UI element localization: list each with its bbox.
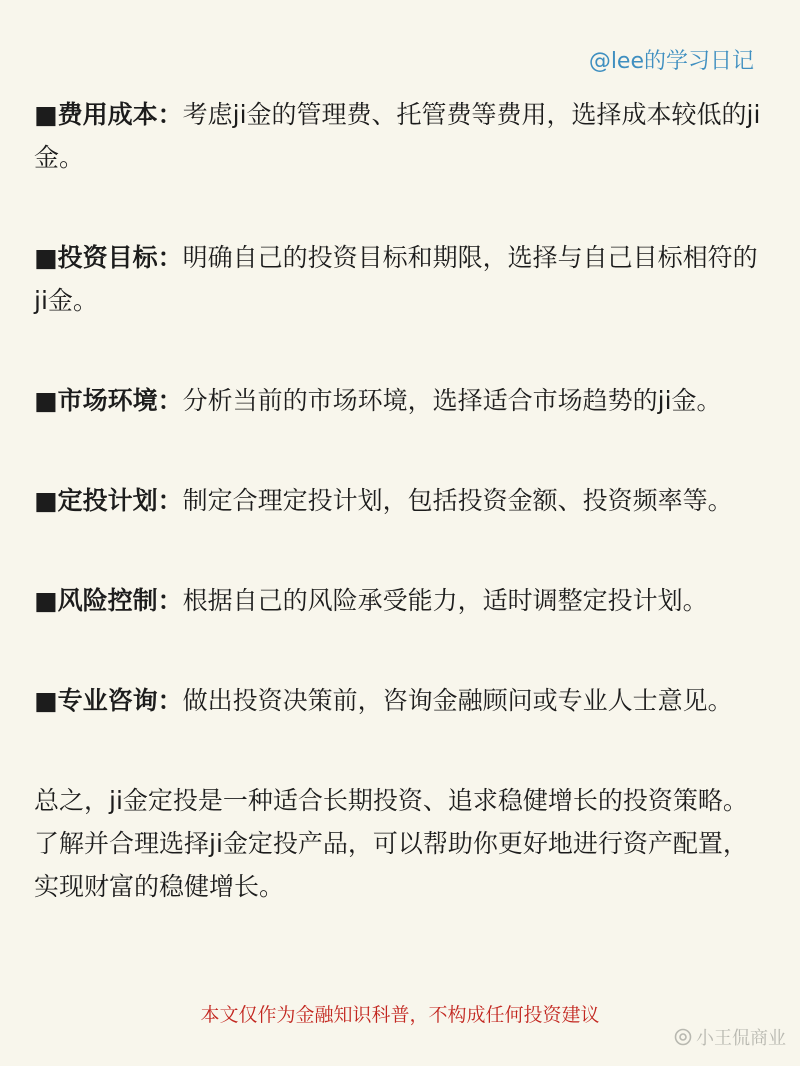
item-text: 根据自己的风险承受能力，适时调整定投计划。 — [182, 586, 708, 615]
item-text: 制定合理定投计划，包括投资金额、投资频率等。 — [182, 486, 733, 515]
watermark — [674, 1024, 786, 1050]
item-heading: 费用成本 — [57, 100, 158, 129]
list-item — [34, 379, 770, 422]
watermark-text: 小王侃商业 — [696, 1028, 786, 1049]
summary-paragraph: 总之，ji金定投是一种适合长期投资、追求稳健增长的投资策略。了解并合理选择ji金定投产品，可以帮助你更好地进行资产配置，实现财富的稳健增长。 — [34, 786, 748, 901]
item-text: 分析当前的市场环境，选择适合市场趋势的ji金。 — [182, 386, 722, 415]
item-separator: ： — [157, 243, 183, 272]
item-heading: 风险控制 — [57, 586, 158, 615]
list-item — [34, 579, 770, 622]
bullet-square-icon: ■ — [34, 686, 58, 715]
list-item — [34, 236, 770, 322]
bullet-square-icon: ■ — [34, 386, 58, 415]
item-separator: ： — [157, 486, 183, 515]
item-heading: 投资目标 — [57, 243, 158, 272]
author-tag: @lee的学习日记 — [588, 49, 754, 74]
article-body — [34, 93, 770, 908]
camera-logo-icon — [674, 1028, 692, 1046]
list-item — [34, 679, 770, 722]
bullet-square-icon: ■ — [34, 486, 58, 515]
item-text: 做出投资决策前，咨询金融顾问或专业人士意见。 — [182, 686, 733, 715]
item-separator: ： — [157, 100, 183, 129]
list-item — [34, 93, 770, 179]
bullet-square-icon: ■ — [34, 243, 58, 272]
item-heading: 定投计划 — [57, 486, 158, 515]
list-item — [34, 479, 770, 522]
item-separator: ： — [157, 386, 183, 415]
item-text: 考虑ji金的管理费、托管费等费用，选择成本较低的ji金。 — [34, 100, 761, 172]
bullet-square-icon: ■ — [34, 100, 58, 129]
item-separator: ： — [157, 686, 183, 715]
disclaimer: 本文仅作为金融知识科普，不构成任何投资建议 — [200, 1004, 600, 1026]
item-text: 明确自己的投资目标和期限，选择与自己目标相符的ji金。 — [34, 243, 758, 315]
bullet-square-icon: ■ — [34, 586, 58, 615]
item-heading: 专业咨询 — [57, 686, 158, 715]
item-separator: ： — [157, 586, 183, 615]
item-heading: 市场环境 — [57, 386, 158, 415]
